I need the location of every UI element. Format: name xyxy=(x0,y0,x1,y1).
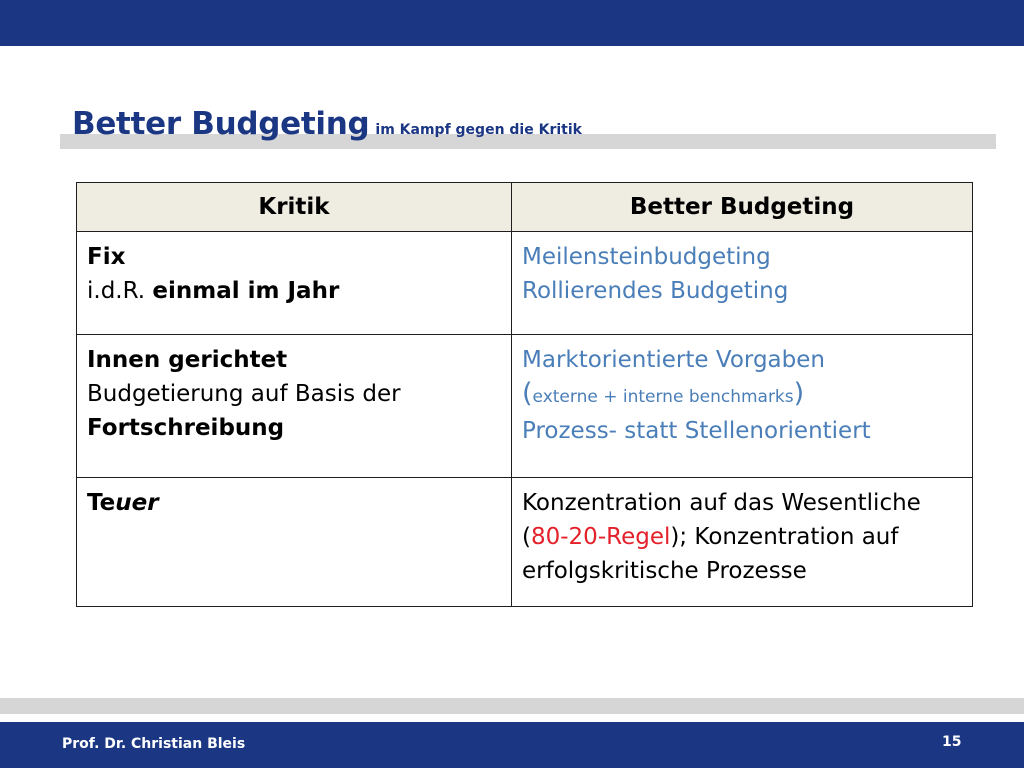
better-item-rule: (80-20-Regel); Konzentration auf xyxy=(522,524,899,550)
comparison-table xyxy=(76,182,973,607)
title-subtitle: im Kampf gegen die Kritik xyxy=(375,122,582,138)
title-main: Better Budgeting xyxy=(72,106,370,142)
better-item: erfolgskritische Prozesse xyxy=(522,558,807,584)
better-item: Rollierendes Budgeting xyxy=(522,278,789,304)
better-cell xyxy=(512,232,973,335)
kritik-detail-bold: Fortschreibung xyxy=(87,415,285,441)
rule-highlight: 80-20-Regel xyxy=(530,524,671,550)
kritik-heading: Innen gerichtet xyxy=(87,347,288,373)
better-item: Konzentration auf das Wesentliche xyxy=(522,490,921,516)
better-cell xyxy=(512,478,973,607)
slide-title xyxy=(72,106,582,142)
kritik-detail: Budgetierung auf Basis der xyxy=(87,381,401,407)
better-cell xyxy=(512,335,973,478)
table-row xyxy=(77,335,973,478)
better-item: Meilensteinbudgeting xyxy=(522,244,771,270)
footer-rule xyxy=(0,698,1024,714)
page-number: 15 xyxy=(942,734,962,750)
kritik-cell xyxy=(77,232,512,335)
kritik-cell xyxy=(77,335,512,478)
table-row xyxy=(77,478,973,607)
better-item: Marktorientierte Vorgaben xyxy=(522,347,825,373)
table-row xyxy=(77,232,973,335)
kritik-heading: Fix xyxy=(87,244,126,270)
header-kritik: Kritik xyxy=(77,183,512,232)
header-better-budgeting: Better Budgeting xyxy=(512,183,973,232)
better-item-paren: (externe + interne benchmarks) xyxy=(522,378,805,409)
footer-author: Prof. Dr. Christian Bleis xyxy=(62,736,246,752)
top-banner xyxy=(0,0,1024,46)
kritik-heading: Teuer xyxy=(87,490,159,516)
table-header-row xyxy=(77,183,973,232)
better-item: Prozess- statt Stellenorientiert xyxy=(522,418,871,444)
kritik-detail: i.d.R. einmal im Jahr xyxy=(87,278,340,304)
kritik-cell xyxy=(77,478,512,607)
